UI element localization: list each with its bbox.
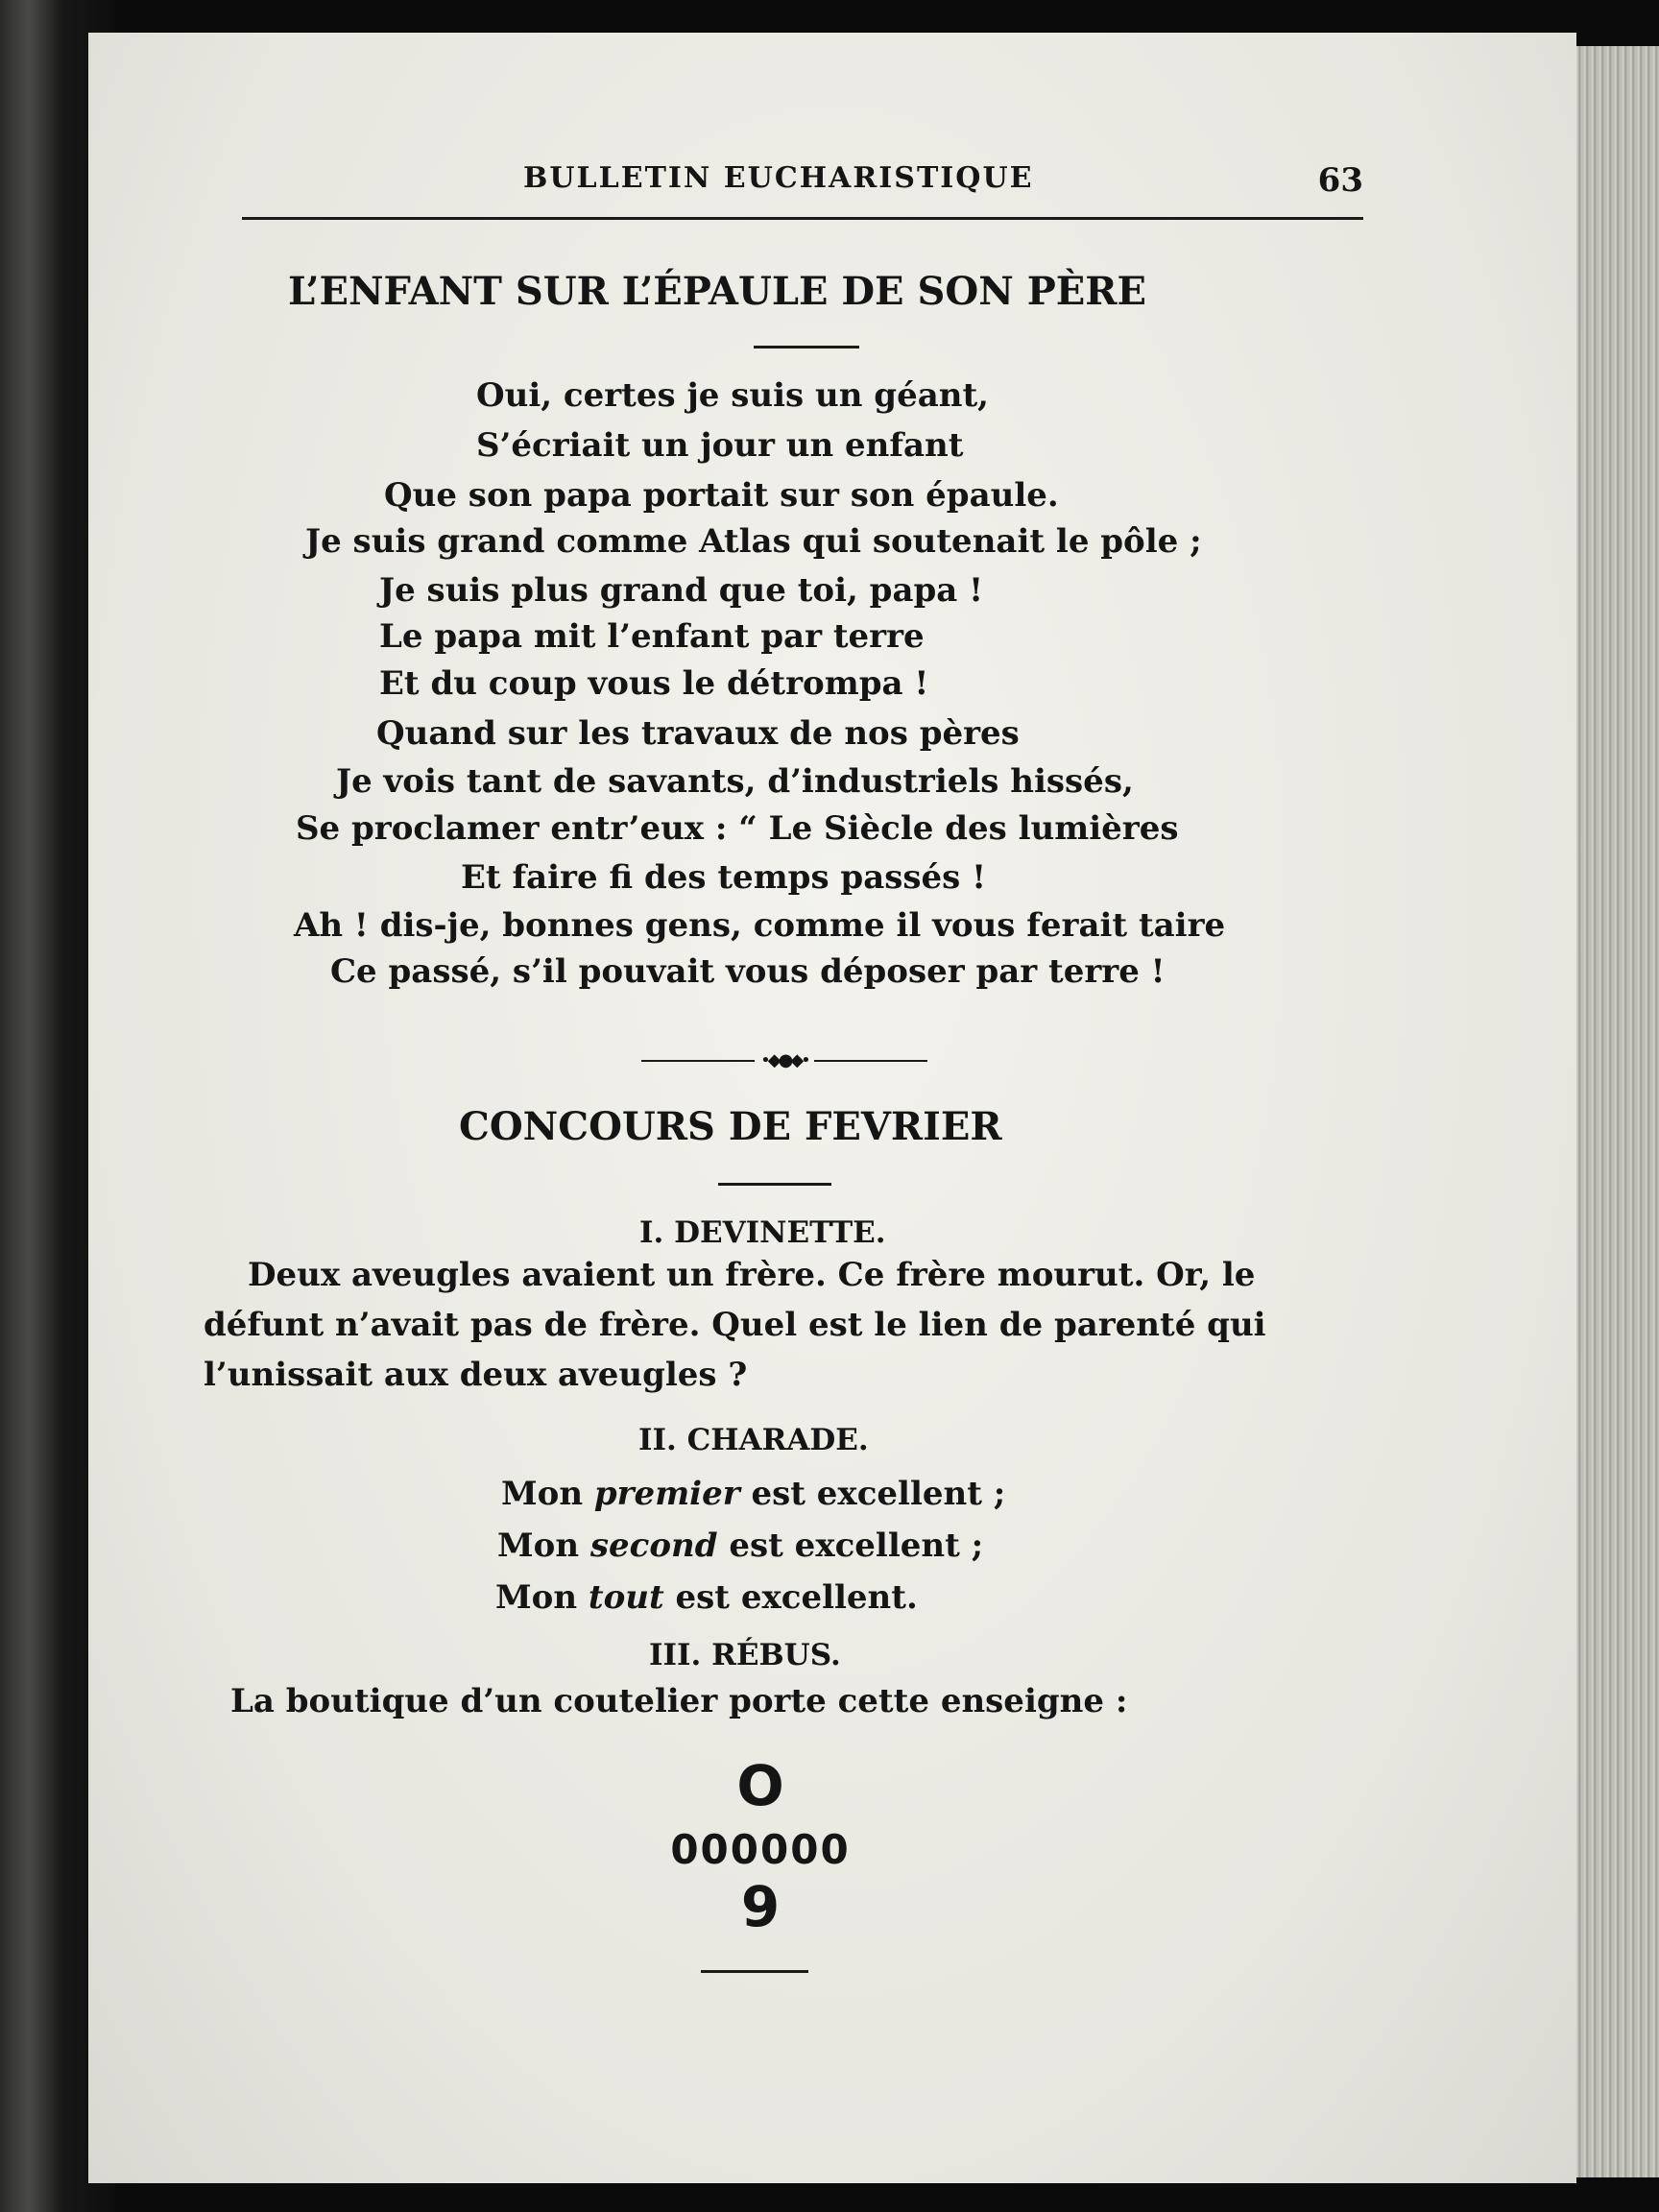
ornament-flourish-icon: •◆●◆• xyxy=(760,1050,808,1070)
page-number: 63 xyxy=(1317,161,1363,200)
verse-line: Que son papa portait sur son épaule. xyxy=(384,476,1059,515)
verse-line: Ah ! dis-je, bonnes gens, comme il vous ferait taire xyxy=(294,906,1226,945)
devinette-heading: I. DEVINETTE. xyxy=(639,1215,886,1250)
verse-line: Je vois tant de savants, d’industriels hissés, xyxy=(336,762,1134,801)
ornament-line-left xyxy=(641,1060,755,1062)
rebus-bottom: 9 xyxy=(740,1874,781,1939)
end-rule xyxy=(701,1970,808,1973)
charade-line: Mon premier est excellent ; xyxy=(501,1475,1006,1513)
rebus-middle: 000000 xyxy=(670,1826,851,1873)
rebus-intro: La boutique d’un coutelier porte cette enseigne : xyxy=(230,1682,1128,1720)
verse-line: Le papa mit l’enfant par terre xyxy=(379,617,925,656)
verse-line: Je suis plus grand que toi, papa ! xyxy=(379,571,984,610)
devinette-line: défunt n’avait pas de frère. Quel est le lien de parenté qui xyxy=(204,1306,1266,1344)
charade-line: Mon second est excellent ; xyxy=(497,1527,984,1565)
ornament-line-right xyxy=(814,1060,927,1062)
verse-line: Ce passé, s’il pouvait vous déposer par terre ! xyxy=(330,952,1166,991)
charade-line: Mon tout est excellent. xyxy=(495,1578,918,1617)
charade-heading: II. CHARADE. xyxy=(638,1423,869,1457)
running-header xyxy=(242,144,1363,211)
contest-title-rule xyxy=(718,1183,831,1186)
title-rule xyxy=(754,346,859,349)
verse-line: Se proclamer entr’eux : “ Le Siècle des lumières xyxy=(296,809,1179,848)
poem-title: L’ENFANT SUR L’ÉPAULE DE SON PÈRE xyxy=(288,269,1146,314)
verse-line: Je suis grand comme Atlas qui soutenait le pôle ; xyxy=(305,522,1202,561)
section-ornament xyxy=(641,1051,927,1070)
verse-line: Et faire fi des temps passés ! xyxy=(461,858,987,897)
header-rule xyxy=(242,217,1363,220)
verse-line: Et du coup vous le détrompa ! xyxy=(379,664,929,703)
rebus-top: O xyxy=(736,1753,784,1818)
verse-line: S’écriait un jour un enfant xyxy=(476,426,964,465)
verse-line: Oui, certes je suis un géant, xyxy=(476,376,989,415)
contest-title: CONCOURS DE FEVRIER xyxy=(459,1104,1002,1149)
devinette-line: l’unissait aux deux aveugles ? xyxy=(204,1356,748,1394)
running-title: BULLETIN EUCHARISTIQUE xyxy=(523,161,1034,195)
rebus-heading: III. RÉBUS. xyxy=(649,1638,841,1672)
verse-line: Quand sur les travaux de nos pères xyxy=(376,714,1020,753)
devinette-line: Deux aveugles avaient un frère. Ce frère mourut. Or, le xyxy=(248,1256,1256,1294)
